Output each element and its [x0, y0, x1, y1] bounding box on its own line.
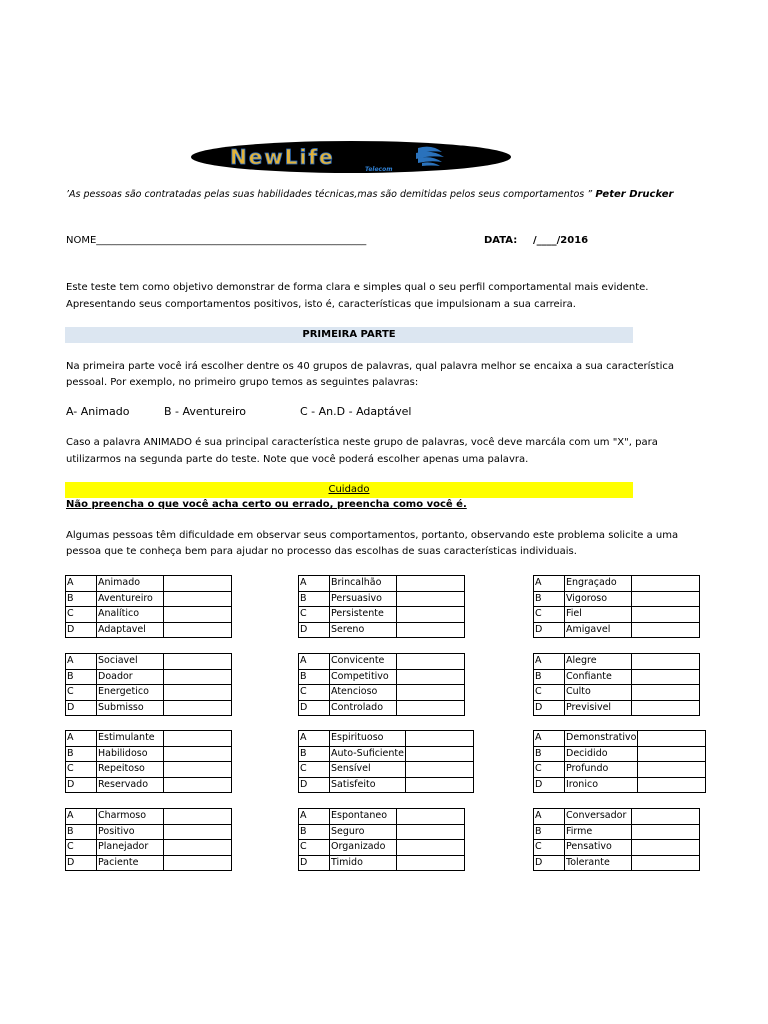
explanation-line-1: Caso a palavra ANIMADO é sua principal característica neste grupo de palavras, você deve marcála com um "X", para: [66, 437, 658, 448]
option-letter: C: [66, 685, 97, 701]
option-word: Controlado: [330, 700, 397, 716]
option-letter: A: [66, 809, 97, 825]
word-option-row: [66, 809, 232, 825]
option-letter: C: [66, 762, 97, 778]
option-letter: D: [66, 855, 97, 871]
option-word: Doador: [97, 669, 164, 685]
word-option-row: [534, 654, 700, 670]
mark-checkbox[interactable]: [164, 777, 232, 793]
option-letter: A: [534, 654, 565, 670]
instructions-line-2: pessoal. Por exemplo, no primeiro grupo temos as seguintes palavras:: [66, 377, 419, 388]
mark-checkbox[interactable]: [397, 576, 465, 592]
word-option-row: [299, 685, 465, 701]
word-group-12: [533, 808, 700, 871]
example-option-c: C - An.D - Adaptável: [300, 405, 412, 418]
caution-text: Não preencha o que você acha certo ou errado, preencha como você é.: [66, 499, 467, 510]
word-option-row: [299, 700, 465, 716]
option-letter: B: [299, 591, 330, 607]
word-group-11: [298, 808, 465, 871]
option-letter: D: [534, 700, 565, 716]
quote-text: ’As pessoas são contratadas pelas suas habilidades técnicas,mas são demitidas pelos seus comportamentos ”: [66, 189, 593, 200]
option-letter: C: [299, 685, 330, 701]
option-word: Firme: [565, 824, 632, 840]
option-word: Persuasivo: [330, 591, 397, 607]
mark-checkbox[interactable]: [164, 669, 232, 685]
option-letter: A: [66, 576, 97, 592]
word-option-row: [66, 669, 232, 685]
option-word: Animado: [97, 576, 164, 592]
option-word: Planejador: [97, 840, 164, 856]
option-word: Pensativo: [565, 840, 632, 856]
example-option-a: A- Animado: [66, 405, 130, 418]
option-letter: A: [299, 809, 330, 825]
option-word: Auto-Suficiente: [330, 746, 406, 762]
mark-checkbox[interactable]: [164, 855, 232, 871]
word-option-row: [66, 591, 232, 607]
word-group-2: [298, 575, 465, 638]
word-option-row: [534, 591, 700, 607]
option-word: Seguro: [330, 824, 397, 840]
word-option-row: [534, 576, 700, 592]
explanation-line-2: utilizarmos na segunda parte do teste. Note que você poderá escolher apenas uma palavra.: [66, 454, 529, 465]
word-group-5: [298, 653, 465, 716]
option-word: Fiel: [565, 607, 632, 623]
option-letter: A: [299, 654, 330, 670]
word-option-row: [299, 746, 474, 762]
word-option-row: [299, 809, 465, 825]
mark-checkbox[interactable]: [632, 607, 700, 623]
mark-checkbox[interactable]: [397, 669, 465, 685]
word-group-10: [65, 808, 232, 871]
option-letter: B: [66, 669, 97, 685]
option-letter: A: [534, 809, 565, 825]
option-word: Espontaneo: [330, 809, 397, 825]
mark-checkbox[interactable]: [397, 855, 465, 871]
option-letter: C: [534, 607, 565, 623]
mark-checkbox[interactable]: [638, 731, 706, 747]
mark-checkbox[interactable]: [164, 576, 232, 592]
mark-checkbox[interactable]: [164, 622, 232, 638]
word-group-6: [533, 653, 700, 716]
mark-checkbox[interactable]: [164, 654, 232, 670]
svg-text:Telecom: Telecom: [365, 166, 393, 173]
mark-checkbox[interactable]: [397, 591, 465, 607]
mark-checkbox[interactable]: [397, 685, 465, 701]
option-letter: D: [299, 777, 330, 793]
option-word: Positivo: [97, 824, 164, 840]
word-option-row: [66, 762, 232, 778]
name-field-label: NOME______________________________________________________: [66, 235, 367, 246]
option-word: Brincalhão: [330, 576, 397, 592]
word-option-row: [299, 669, 465, 685]
word-option-row: [66, 824, 232, 840]
option-letter: B: [534, 746, 565, 762]
word-option-row: [299, 607, 465, 623]
word-option-row: [66, 576, 232, 592]
mark-checkbox[interactable]: [632, 591, 700, 607]
mark-checkbox[interactable]: [632, 685, 700, 701]
option-letter: C: [299, 607, 330, 623]
word-option-row: [534, 777, 706, 793]
mark-checkbox[interactable]: [632, 840, 700, 856]
mark-checkbox[interactable]: [164, 591, 232, 607]
option-word: Engraçado: [565, 576, 632, 592]
option-letter: C: [534, 840, 565, 856]
mark-checkbox[interactable]: [164, 809, 232, 825]
option-letter: D: [66, 700, 97, 716]
mark-checkbox[interactable]: [164, 824, 232, 840]
word-option-row: [66, 855, 232, 871]
option-letter: D: [299, 622, 330, 638]
option-letter: C: [534, 762, 565, 778]
option-word: Satisfeito: [330, 777, 406, 793]
word-option-row: [534, 700, 700, 716]
option-letter: A: [534, 576, 565, 592]
word-option-row: [66, 607, 232, 623]
mark-checkbox[interactable]: [164, 746, 232, 762]
mark-checkbox[interactable]: [632, 700, 700, 716]
option-word: Charmoso: [97, 809, 164, 825]
word-option-row: [534, 669, 700, 685]
option-word: Submisso: [97, 700, 164, 716]
option-word: Espirituoso: [330, 731, 406, 747]
option-word: Tolerante: [565, 855, 632, 871]
mark-checkbox[interactable]: [406, 731, 474, 747]
option-word: Habilidoso: [97, 746, 164, 762]
word-option-row: [299, 622, 465, 638]
option-word: Decidido: [565, 746, 638, 762]
word-option-row: [299, 591, 465, 607]
option-letter: B: [534, 669, 565, 685]
option-letter: D: [299, 855, 330, 871]
mark-checkbox[interactable]: [406, 746, 474, 762]
svg-text:NewLife: NewLife: [230, 145, 335, 169]
option-word: Amigavel: [565, 622, 632, 638]
mark-checkbox[interactable]: [164, 762, 232, 778]
mark-checkbox[interactable]: [632, 654, 700, 670]
option-word: Vigoroso: [565, 591, 632, 607]
option-letter: B: [66, 591, 97, 607]
mark-checkbox[interactable]: [164, 607, 232, 623]
word-option-row: [534, 685, 700, 701]
mark-checkbox[interactable]: [164, 731, 232, 747]
date-value: /____/2016: [533, 235, 589, 246]
option-word: Previsivel: [565, 700, 632, 716]
word-option-row: [534, 607, 700, 623]
option-word: Paciente: [97, 855, 164, 871]
option-letter: C: [66, 607, 97, 623]
option-letter: B: [299, 669, 330, 685]
option-word: Atencioso: [330, 685, 397, 701]
option-word: Sereno: [330, 622, 397, 638]
option-letter: D: [534, 622, 565, 638]
option-letter: A: [299, 576, 330, 592]
option-letter: B: [534, 824, 565, 840]
option-word: Energetico: [97, 685, 164, 701]
word-option-row: [66, 840, 232, 856]
mark-checkbox[interactable]: [397, 622, 465, 638]
option-letter: C: [534, 685, 565, 701]
option-word: Competitivo: [330, 669, 397, 685]
mark-checkbox[interactable]: [632, 809, 700, 825]
option-word: Demonstrativo: [565, 731, 638, 747]
mark-checkbox[interactable]: [632, 622, 700, 638]
option-letter: C: [66, 840, 97, 856]
option-word: Conversador: [565, 809, 632, 825]
option-letter: B: [299, 746, 330, 762]
option-word: Profundo: [565, 762, 638, 778]
option-word: Repeitoso: [97, 762, 164, 778]
word-option-row: [534, 731, 706, 747]
mark-checkbox[interactable]: [406, 777, 474, 793]
option-word: Convicente: [330, 654, 397, 670]
option-word: Persistente: [330, 607, 397, 623]
word-option-row: [534, 762, 706, 778]
mark-checkbox[interactable]: [632, 669, 700, 685]
mark-checkbox[interactable]: [638, 762, 706, 778]
intro-line-2: Apresentando seus comportamentos positivos, isto é, características que impulsionam a sua carreira.: [66, 299, 576, 310]
mark-checkbox[interactable]: [397, 840, 465, 856]
option-letter: D: [66, 622, 97, 638]
section-title: PRIMEIRA PARTE: [65, 327, 633, 343]
intro-line-1: Este teste tem como objetivo demonstrar de forma clara e simples qual o seu perfil comportamental mais evidente.: [66, 282, 649, 293]
option-word: Ironico: [565, 777, 638, 793]
word-option-row: [299, 654, 465, 670]
option-letter: A: [299, 731, 330, 747]
option-word: Confiante: [565, 669, 632, 685]
option-letter: D: [534, 855, 565, 871]
word-option-row: [66, 654, 232, 670]
word-option-row: [299, 762, 474, 778]
option-letter: C: [299, 762, 330, 778]
option-letter: C: [299, 840, 330, 856]
word-option-row: [299, 840, 465, 856]
option-letter: A: [534, 731, 565, 747]
newlife-telecom-logo: [190, 140, 512, 174]
mark-checkbox[interactable]: [397, 607, 465, 623]
option-word: Timido: [330, 855, 397, 871]
word-option-row: [299, 731, 474, 747]
option-word: Adaptavel: [97, 622, 164, 638]
quote: [66, 189, 673, 200]
mark-checkbox[interactable]: [632, 855, 700, 871]
option-word: Estimulante: [97, 731, 164, 747]
mark-checkbox[interactable]: [406, 762, 474, 778]
mark-checkbox[interactable]: [164, 840, 232, 856]
word-group-4: [65, 653, 232, 716]
option-letter: B: [66, 746, 97, 762]
word-option-row: [534, 622, 700, 638]
word-option-row: [534, 840, 700, 856]
option-word: Organizado: [330, 840, 397, 856]
caution-title: Cuidado: [65, 482, 633, 498]
option-letter: D: [299, 700, 330, 716]
word-option-row: [66, 731, 232, 747]
word-option-row: [66, 685, 232, 701]
word-group-1: [65, 575, 232, 638]
word-group-7: [65, 730, 232, 793]
mark-checkbox[interactable]: [164, 700, 232, 716]
mark-checkbox[interactable]: [638, 777, 706, 793]
option-letter: A: [66, 654, 97, 670]
option-letter: B: [534, 591, 565, 607]
word-option-row: [299, 777, 474, 793]
word-group-9: [533, 730, 706, 793]
word-option-row: [534, 809, 700, 825]
date-label: DATA:: [484, 235, 518, 246]
word-option-row: [534, 746, 706, 762]
option-letter: B: [66, 824, 97, 840]
word-option-row: [299, 824, 465, 840]
mark-checkbox[interactable]: [397, 824, 465, 840]
mark-checkbox[interactable]: [397, 654, 465, 670]
option-word: Sensível: [330, 762, 406, 778]
example-option-b: B - Aventureiro: [164, 405, 247, 418]
word-option-row: [299, 855, 465, 871]
word-option-row: [534, 824, 700, 840]
option-letter: A: [66, 731, 97, 747]
mark-checkbox[interactable]: [638, 746, 706, 762]
mark-checkbox[interactable]: [397, 700, 465, 716]
word-option-row: [299, 576, 465, 592]
word-option-row: [66, 777, 232, 793]
option-word: Sociavel: [97, 654, 164, 670]
option-word: Reservado: [97, 777, 164, 793]
advice-line-2: pessoa que te conheça bem para ajudar no processo das escolhas de suas características individuais.: [66, 546, 577, 557]
mark-checkbox[interactable]: [632, 824, 700, 840]
mark-checkbox[interactable]: [397, 809, 465, 825]
mark-checkbox[interactable]: [632, 576, 700, 592]
word-option-row: [66, 622, 232, 638]
word-group-8: [298, 730, 474, 793]
option-word: Aventureiro: [97, 591, 164, 607]
word-option-row: [66, 700, 232, 716]
option-word: Alegre: [565, 654, 632, 670]
option-word: Analítico: [97, 607, 164, 623]
word-group-3: [533, 575, 700, 638]
quote-author: Peter Drucker: [595, 189, 674, 200]
option-letter: B: [299, 824, 330, 840]
instructions-line-1: Na primeira parte você irá escolher dentre os 40 grupos de palavras, qual palavra melhor se encaixa a sua característica: [66, 361, 674, 372]
word-option-row: [534, 855, 700, 871]
option-word: Culto: [565, 685, 632, 701]
word-option-row: [66, 746, 232, 762]
option-letter: D: [534, 777, 565, 793]
advice-line-1: Algumas pessoas têm dificuldade em observar seus comportamentos, portanto, observando este problema solicite a uma: [66, 530, 679, 541]
mark-checkbox[interactable]: [164, 685, 232, 701]
option-letter: D: [66, 777, 97, 793]
